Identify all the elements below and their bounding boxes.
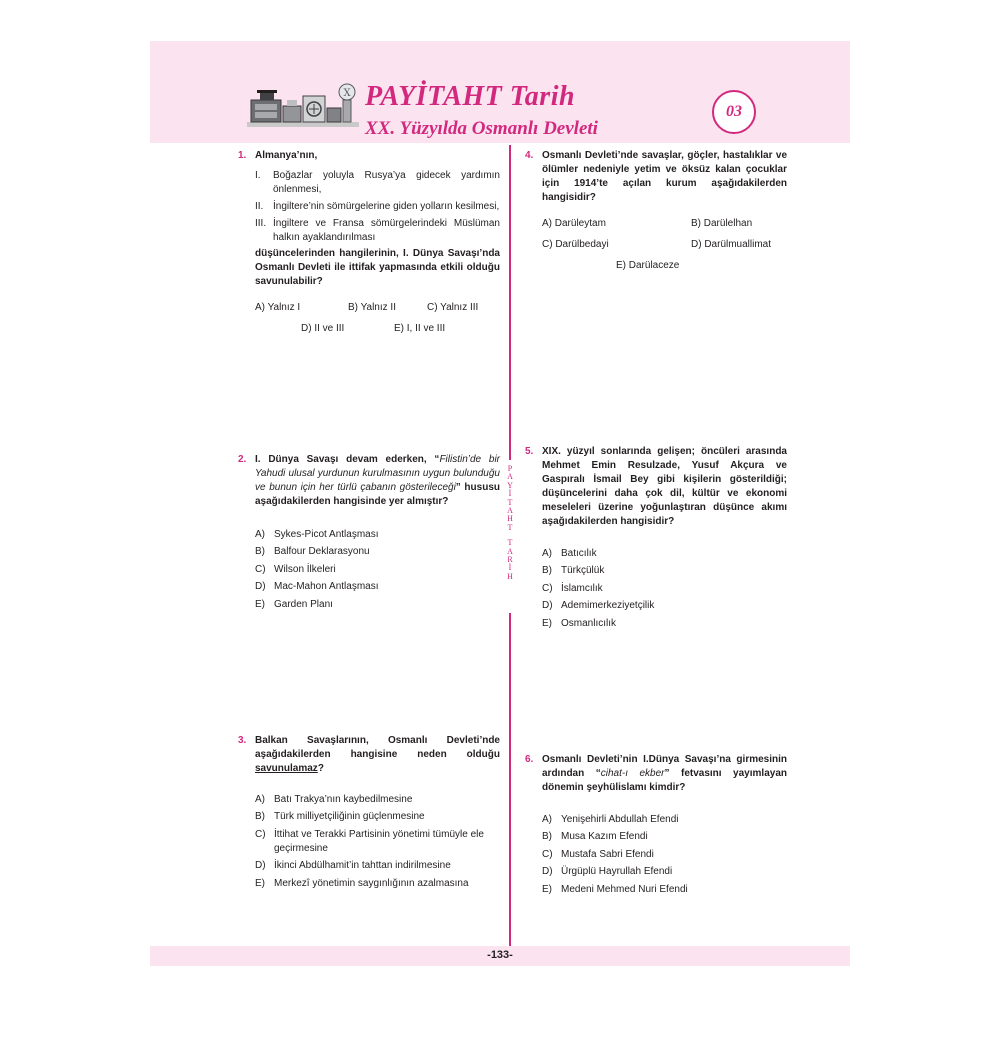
answer-options [542,217,787,277]
question-stem [255,734,500,776]
option-d[interactable]: D) II ve III [301,323,345,334]
question-stem: Osmanlı Devleti’nde savaşlar, göçler, hastalıklar ve ölümler nedeniyle yetim ve öksüz kalan çocuklar için 1914’te açılan kurum aşağıdakilerden hangisidir? [542,150,787,203]
option-text: Ürgüplü Hayrullah Efendi [561,866,673,877]
option-e[interactable]: E) I, II ve III [394,323,446,334]
statement-text: Boğazlar yoluyla Rusya’ya gidecek yardımın önlenmesi, [273,170,500,195]
option-text: İkinci Abdülhamit’in tahttan indirilmesine [274,860,451,871]
option-text: Batıcılık [561,547,597,559]
statement-3 [255,217,500,245]
side-label: P A Y İ T A H T T A R İ H [507,464,513,581]
option-letter: A) [542,547,552,559]
question-1 [238,149,500,341]
option-c[interactable] [542,848,787,862]
question-number: 6. [525,754,534,765]
question-number: 1. [238,150,247,161]
option-b[interactable] [542,564,787,578]
option-text: Medeni Mehmed Nuri Efendi [561,883,688,895]
option-b[interactable] [542,830,787,844]
stem-quote: cihat-ı ekber [600,768,665,779]
statement-numeral: I. [255,170,261,181]
statement-numeral: III. [255,218,267,229]
badge-label: 03 [726,103,742,120]
option-text: Balfour Deklarasyonu [274,546,370,557]
option-a[interactable] [255,793,500,807]
option-letter: E) [255,598,265,610]
question-stem [255,453,500,509]
antique-desk-items-logo-icon [247,78,359,130]
question-number: 5. [525,446,534,457]
option-letter: D) [542,600,553,611]
question-5 [525,445,787,631]
page [150,41,850,966]
question-4 [525,149,787,277]
statement-2 [255,200,500,214]
svg-text:X: X [343,88,351,99]
option-text: Musa Kazım Efendi [561,831,648,842]
option-text: Türkçülük [561,565,605,576]
option-d[interactable]: D) Darülmuallimat [691,239,772,250]
stem-part: ? [317,763,324,774]
book-subtitle: XX. Yüzyılda Osmanlı Devleti [365,118,598,139]
option-letter: C) [542,582,553,594]
option-text: Ademimerkeziyetçilik [561,600,655,611]
option-text: Osmanlıcılık [561,617,617,629]
question-number: 4. [525,150,534,161]
option-a[interactable] [255,528,500,542]
option-letter: E) [255,877,265,889]
question-stem: XIX. yüzyıl sonlarında gelişen; öncüleri arasında Mehmet Emin Resulzade, Yusuf Akçura ve Gaspıralı İsmail Bey gibi kişilerin gösterildiği; düşüncelerini daha çok dil, kültür ve ekonomi meseleleri üzerine yoğunlaştıran düşünce akımı aşağıdakilerden hangisidir? [542,446,787,527]
option-letter: B) [255,546,265,557]
option-c[interactable] [255,563,500,577]
option-c[interactable] [542,582,787,596]
stem-underlined: savunulamaz [255,763,318,774]
option-a[interactable]: A) Darüleytam [542,218,606,229]
option-a[interactable]: A) Yalnız I [255,302,301,313]
option-b[interactable] [255,810,500,824]
option-letter: D) [255,860,266,871]
option-b[interactable]: B) Yalnız II [348,302,396,313]
option-b[interactable]: B) Darülelhan [691,218,753,229]
stem-part: I. Dünya Savaşı devam ederken, “ [255,454,440,465]
question-number: 2. [238,454,247,465]
column-divider-top [509,145,511,460]
option-text: İttihat ve Terakki Partisinin yönetimi tümüyle ele geçirmesine [274,828,484,854]
option-b[interactable] [255,545,500,559]
option-letter: E) [542,617,552,629]
option-text: Batı Trakya’nın kaybedilmesine [274,793,413,805]
option-text: Mac-Mahon Antlaşması [274,581,379,592]
option-letter: B) [542,831,552,842]
option-d[interactable] [542,865,787,879]
option-e[interactable] [255,877,500,891]
option-e[interactable] [255,598,500,612]
option-e[interactable] [542,883,787,897]
question-2 [238,453,500,612]
stem-part: Balkan Savaşlarının, Osmanlı Devleti’nde aşağıdakilerden hangisine neden olduğu [255,735,500,760]
stem-part: Osmanlı Devleti’nin I.Dünya Savaşı’na girmesinin ardından “ [542,754,787,779]
option-text: İslamcılık [561,582,603,594]
page-number: -133- [487,949,513,961]
answer-options [255,301,500,341]
option-text: Türk milliyetçiliğinin güçlenmesine [274,811,425,822]
question-stem: Almanya’nın, [255,150,318,161]
option-d[interactable] [542,599,787,613]
option-text: Wilson İlkeleri [274,563,336,575]
stem-part: ” fetvasını yayımlayan dönemin şeyhülislamı kimdir? [542,768,787,793]
option-d[interactable] [255,859,500,873]
option-letter: D) [255,581,266,592]
option-e[interactable]: E) Darülaceze [616,260,680,271]
option-letter: A) [255,793,265,805]
question-3 [238,734,500,891]
column-divider-bottom [509,613,511,946]
option-letter: C) [255,828,266,840]
option-e[interactable] [542,617,787,631]
option-letter: B) [542,565,552,576]
option-d[interactable] [255,580,500,594]
option-text: Sykes-Picot Antlaşması [274,528,379,540]
option-text: Garden Planı [274,598,333,610]
option-letter: C) [255,563,266,575]
option-c[interactable]: C) Yalnız III [427,302,479,313]
book-title: PAYİTAHT Tarih [365,81,576,112]
option-letter: A) [542,813,552,825]
option-letter: A) [255,528,265,540]
option-letter: B) [255,811,265,822]
statement-text: İngiltere’nin sömürgelerine giden yolların kesilmesi, [273,201,500,212]
question-prompt: düşüncelerinden hangilerinin, I. Dünya Savaşı’nda Osmanlı Devleti ile ittifak yapmasında etkili olduğu savunulabilir? [255,248,500,287]
question-stem [542,753,787,795]
option-a[interactable] [542,547,787,561]
option-letter: D) [542,866,553,877]
stem-part: ” hususu aşağıdakilerden hangisinde yer almıştır? [255,482,500,507]
option-c[interactable] [255,828,500,856]
option-text: Merkezî yönetimin saygınlığının azalmasına [274,877,469,889]
statement-text: İngiltere ve Fransa sömürgelerindeki Müslüman halkın ayaklandırılması [273,218,500,243]
stem-quote: Filistin’de bir Yahudi ulusal yurdunun kurulmasının uygun bulunduğu ve bunun için her türlü çabanın gösterileceği [255,454,500,493]
option-letter: E) [542,883,552,895]
option-a[interactable] [542,813,787,827]
option-c[interactable]: C) Darülbedayi [542,239,609,250]
test-number-badge [712,90,756,134]
option-text: Yenişehirli Abdullah Efendi [561,813,679,825]
option-letter: C) [542,848,553,860]
statement-numeral: II. [255,201,264,212]
question-number: 3. [238,735,247,746]
question-6 [525,753,787,897]
option-text: Mustafa Sabri Efendi [561,848,654,860]
statement-1 [255,169,500,197]
